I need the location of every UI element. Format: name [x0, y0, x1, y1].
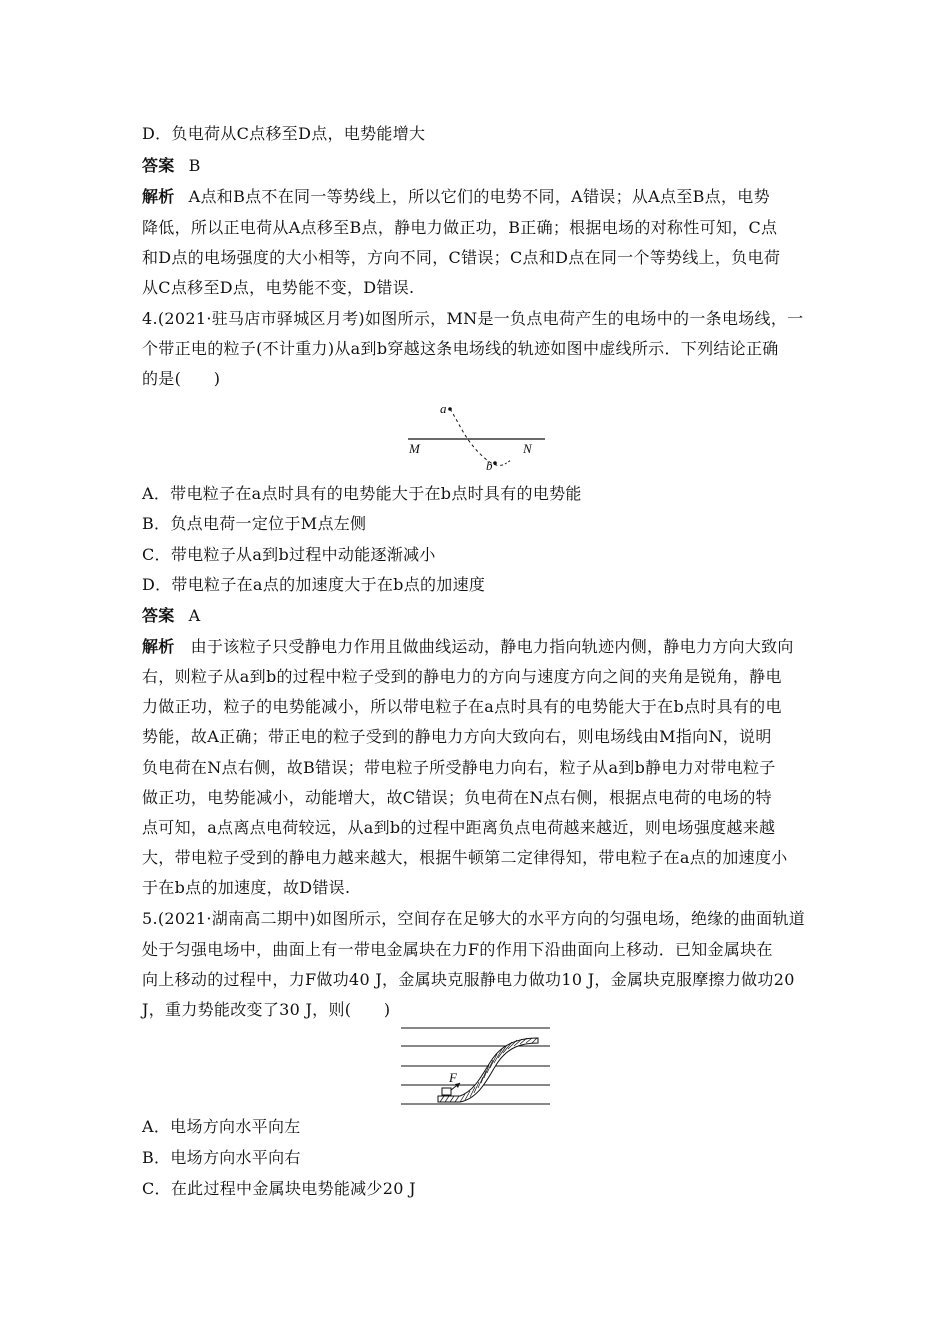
trajectory-tail — [505, 460, 511, 464]
point-a-dot — [448, 407, 452, 411]
answer-value: B — [188, 156, 201, 175]
q4-analysis-line: 负电荷在N点右侧，故B错误；带电粒子所受静电力向右，粒子从a到b静电力对带电粒子 — [142, 758, 776, 777]
analysis-label: 解析 — [142, 187, 175, 206]
label-f: F — [449, 1070, 457, 1085]
q5-stem-line: 处于匀强电场中，曲面上有一带电金属块在力F的作用下沿曲面向上移动．已知金属块在 — [142, 940, 773, 959]
q4-analysis-line: 于在b点的加速度，故D错误. — [142, 878, 351, 897]
label-n: N — [523, 441, 532, 456]
q5-option-a: A．电场方向水平向左 — [142, 1117, 301, 1136]
q4-analysis-line: 点可知，a点离点电荷较远，从a到b的过程中距离负点电荷越来越近，则电场强度越来越 — [142, 818, 776, 837]
metal-block — [442, 1088, 451, 1095]
q4-option-b: B．负点电荷一定位于M点左侧 — [142, 514, 367, 533]
prev-answer — [142, 151, 812, 181]
answer-value: A — [188, 606, 201, 625]
q4-field-line-figure — [405, 396, 550, 474]
q4-analysis-line: 做正功，电势能减小，动能增大，故C错误；负电荷在N点右侧，根据点电荷的电场的特 — [142, 788, 772, 807]
trajectory-dashed-curve — [450, 409, 505, 465]
q4-option-a: A．带电粒子在a点时具有的电势能大于在b点时具有的电势能 — [142, 484, 582, 503]
prev-analysis-line: 和D点的电场强度的大小相等，方向不同，C错误；C点和D点在同一个等势线上，负电荷 — [142, 248, 781, 267]
q5-option-b: B．电场方向水平向右 — [142, 1148, 301, 1167]
q5-option-c: C．在此过程中金属块电势能减少20 J — [142, 1179, 416, 1198]
label-b: b — [486, 458, 493, 473]
prev-analysis-line: 从C点移至D点，电势能不变，D错误. — [142, 278, 415, 297]
q4-stem-line: 的是( ) — [142, 369, 221, 388]
prev-analysis-line: 解析 A点和B点不在同一等势线上，所以它们的电势不同，A错误；从A点至B点，电势 — [142, 187, 770, 206]
q4-analysis-line: 解析 由于该粒子只受静电力作用且做曲线运动，静电力指向轨迹内侧，静电力方向大致向 — [142, 637, 794, 656]
q4-analysis-line: 右，则粒子从a到b的过程中粒子受到的静电力的方向与速度方向之间的夹角是锐角，静电 — [142, 667, 782, 686]
q4-analysis-line: 力做正功，粒子的电势能减小，所以带电粒子在a点时具有的电势能大于在b点时具有的电 — [142, 697, 782, 716]
prev-option-d: D．负电荷从C点移至D点，电势能增大 — [142, 124, 426, 143]
q4-option-d: D．带电粒子在a点的加速度大于在b点的加速度 — [142, 575, 486, 594]
q5-stem-line: J，重力势能改变了30 J，则( ) — [142, 1000, 391, 1019]
label-a: a — [440, 401, 447, 416]
answer-label: 答案 — [142, 156, 175, 175]
q4-stem-line: 4.(2021·驻马店市驿城区月考)如图所示，MN是一负点电荷产生的电场中的一条电场线，一 — [142, 309, 804, 328]
q5-curved-track-figure — [398, 1024, 553, 1109]
prev-analysis-line: 降低，所以正电荷从A点移至B点，静电力做正功，B正确；根据电场的对称性可知，C点 — [142, 218, 778, 237]
answer-label: 答案 — [142, 606, 175, 625]
analysis-label: 解析 — [142, 637, 175, 656]
point-b-dot — [493, 461, 497, 465]
q4-analysis-line: 势能，故A正确；带正电的粒子受到的静电力方向大致向右，则电场线由M指向N，说明 — [142, 727, 772, 746]
q4-answer — [142, 601, 812, 631]
q5-stem-line: 5.(2021·湖南高二期中)如图所示，空间存在足够大的水平方向的匀强电场，绝缘的曲面轨道 — [142, 909, 806, 928]
q4-analysis-line: 大，带电粒子受到的静电力越来越大，根据牛顿第二定律得知，带电粒子在a点的加速度小 — [142, 848, 788, 867]
q5-stem-line: 向上移动的过程中，力F做功40 J，金属块克服静电力做功10 J，金属块克服摩擦力做功20 — [142, 970, 795, 989]
q4-option-c: C．带电粒子从a到b过程中动能逐渐减小 — [142, 545, 436, 564]
label-m: M — [409, 441, 420, 456]
q4-stem-line: 个带正电的粒子(不计重力)从a到b穿越这条电场线的轨迹如图中虚线所示．下列结论正确 — [142, 339, 779, 358]
